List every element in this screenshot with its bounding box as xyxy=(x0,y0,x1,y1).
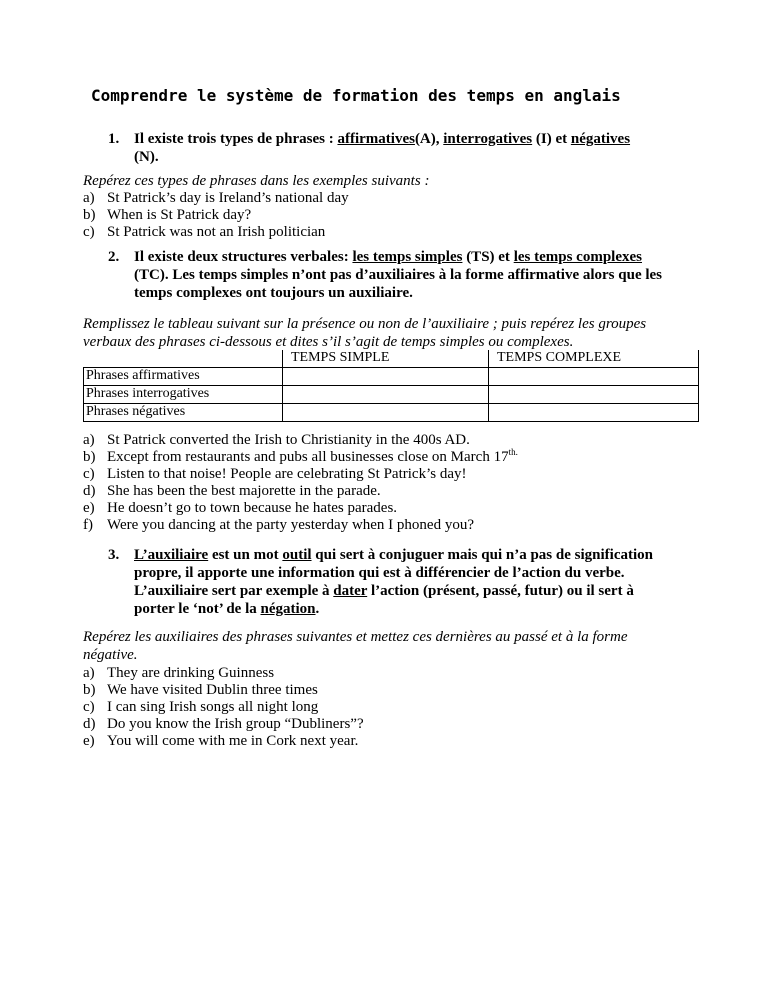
section-1-statement: 1. Il existe trois types de phrases : affirmatives(A), interrogatives (I) et négatives (N). xyxy=(108,131,631,165)
list-item: c) St Patrick was not an Irish politician xyxy=(83,224,326,240)
list-item: d) She has been the best majorette in the parade. xyxy=(83,483,381,499)
term-outil: outil xyxy=(282,547,312,563)
list-item: b) When is St Patrick day? xyxy=(83,207,252,223)
section-number: 2. xyxy=(108,249,120,265)
section-3-examples xyxy=(83,665,364,750)
list-item: c) Listen to that noise! People are celebrating St Patrick’s day! xyxy=(83,466,467,482)
table-cell-empty[interactable] xyxy=(283,368,489,386)
term-auxiliaire: L’auxiliaire xyxy=(134,547,209,563)
term-temps-simples: les temps simples xyxy=(352,249,463,265)
term-negation: négation xyxy=(260,601,316,617)
table-row-label: Phrases interrogatives xyxy=(84,386,283,404)
section-3-statement: 3. L’auxiliaire est un mot outil qui sert à conjuguer mais qui n’a pas de signification propre, il apporte une information qui est à différencier de l’action du verbe. L’auxiliaire sert par exemple à dater l’action (présent, passé, futur) ou il sert à porter le ‘not’ de la négation. xyxy=(108,547,653,617)
table-cell-empty[interactable] xyxy=(489,404,699,422)
list-item: a) St Patrick’s day is Ireland’s national day xyxy=(83,190,349,206)
list-item: c) I can sing Irish songs all night long xyxy=(83,699,319,715)
term-temps-complexes: les temps complexes xyxy=(513,249,642,265)
table-row-label: Phrases affirmatives xyxy=(84,368,283,386)
table-cell-empty[interactable] xyxy=(489,368,699,386)
table-cell-empty[interactable] xyxy=(283,404,489,422)
list-item: b) Except from restaurants and pubs all businesses close on March $17^{th.}$ xyxy=(83,447,518,465)
table-cell-empty[interactable] xyxy=(489,386,699,404)
term-interrogatives: interrogatives xyxy=(443,131,533,147)
section-1-examples xyxy=(83,190,349,241)
section-3-instruction: Repérez les auxiliaires des phrases suivantes et mettez ces dernières au passé et à la forme négative. xyxy=(83,629,628,663)
list-item: e) You will come with me in Cork next year. xyxy=(83,733,359,749)
table-header-cell: TEMPS COMPLEXE xyxy=(489,350,699,368)
list-item: a) They are drinking Guinness xyxy=(83,665,275,681)
table-row xyxy=(84,386,699,404)
section-2-examples xyxy=(83,432,518,534)
list-item: e) He doesn’t go to town because he hates parades. xyxy=(83,500,398,516)
section-2-statement: 2. Il existe deux structures verbales: les temps simples (TS) et les temps complexes (TC). Les temps simples n’ont pas d’auxiliaires à la forme affirmative alors que les temps complexes ont toujours un auxiliaire. xyxy=(108,249,663,301)
term-dater: dater xyxy=(333,583,368,599)
list-item: a) St Patrick converted the Irish to Christianity in the 400s AD. xyxy=(83,432,470,448)
section-number: 1. xyxy=(108,131,120,147)
table-header-cell xyxy=(84,350,283,368)
term-negatives: négatives xyxy=(570,131,631,147)
table-row xyxy=(84,404,699,422)
list-item: d) Do you know the Irish group “Dubliners”? xyxy=(83,716,364,732)
section-2-instruction: Remplissez le tableau suivant sur la présence ou non de l’auxiliaire ; puis repérez les groupes verbaux des phrases ci-dessous et dites s’il s’agit de temps simples ou complexes. xyxy=(83,316,647,350)
term-affirmatives: affirmatives xyxy=(337,131,415,147)
section-1-instruction: Repérez ces types de phrases dans les exemples suivants : xyxy=(83,173,430,189)
list-item: f) Were you dancing at the party yesterday when I phoned you? xyxy=(83,517,474,533)
table-header-row xyxy=(84,350,699,368)
table-row-label: Phrases négatives xyxy=(84,404,283,422)
list-item: b) We have visited Dublin three times xyxy=(83,682,318,698)
table-header-cell: TEMPS SIMPLE xyxy=(283,350,489,368)
page-title: Comprendre le système de formation des temps en anglais xyxy=(91,86,621,105)
auxiliary-table xyxy=(83,350,699,422)
table-cell-empty[interactable] xyxy=(283,386,489,404)
section-number: 3. xyxy=(108,547,120,563)
table-row xyxy=(84,368,699,386)
